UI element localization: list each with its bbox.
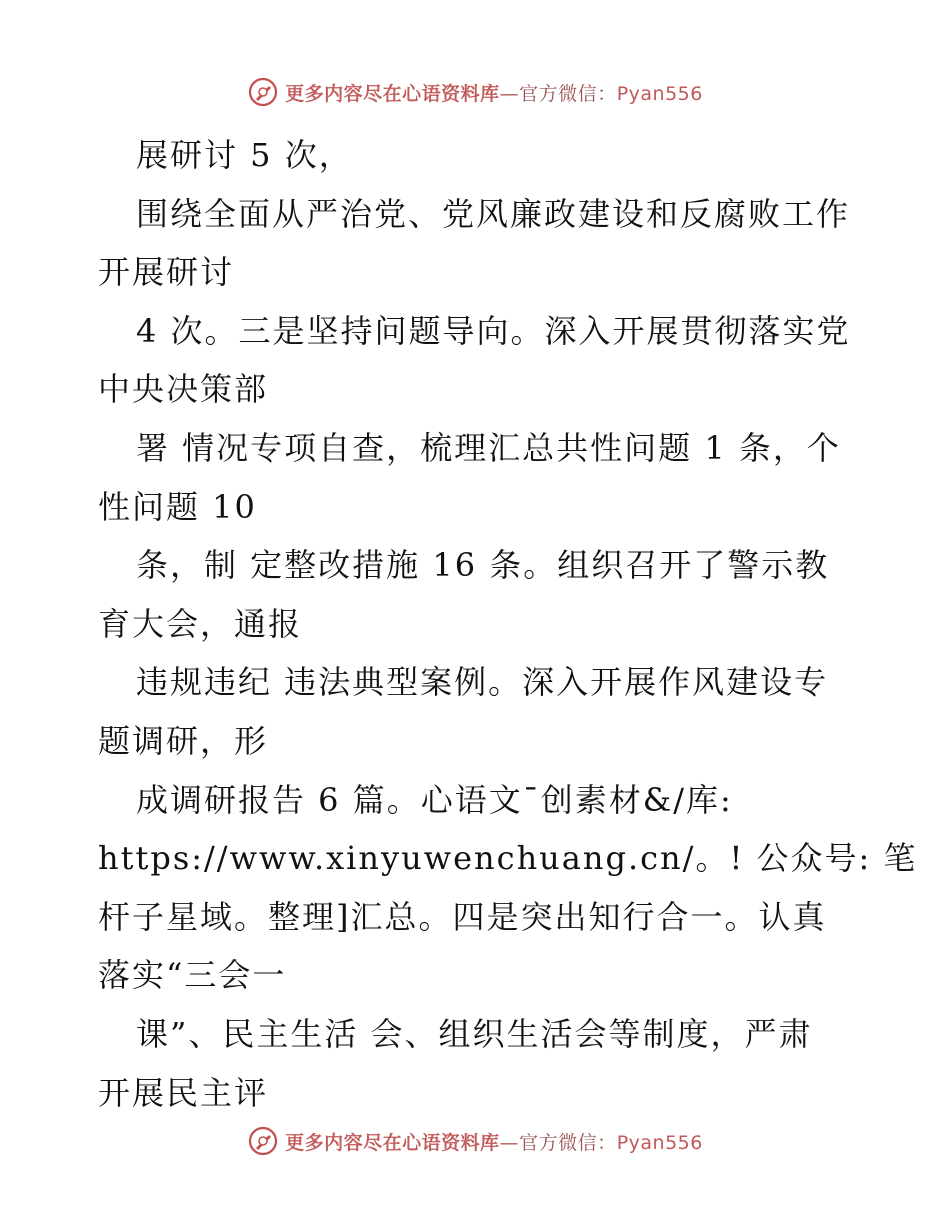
- body-text-line: https://www.xinyuwenchuang.cn/。! 公众号: 笔: [98, 839, 918, 878]
- body-text-line: 育大会，通报: [98, 604, 303, 643]
- document-body: [98, 126, 918, 1122]
- body-text-line: 课”、民主生活 会、组织生活会等制度，严肃: [136, 1014, 813, 1053]
- header-watermark-banner: [0, 72, 950, 112]
- body-text-line: 围绕全面从严治党、党风廉政建设和反腐败工作: [136, 194, 851, 233]
- body-text-line: 违规违纪 违法典型案例。深入开展作风建设专: [136, 663, 829, 702]
- banner-dash: —: [499, 82, 520, 105]
- body-text-line: 杆子星域。整理]汇总。四是突出知行合一。认真: [98, 897, 827, 936]
- body-text-line: 开展民主评: [98, 1073, 269, 1112]
- body-text-line: 署 情况专项自查，梳理汇总共性问题 1 条，个: [136, 428, 841, 467]
- banner-wechat-id: Pyan556: [616, 1131, 703, 1154]
- body-text-line: 性问题 10: [98, 487, 257, 526]
- pen-logo-icon: [247, 1125, 279, 1157]
- body-text-line: 成调研报告 6 篇。心语文¯创素材&/库:: [136, 780, 733, 819]
- body-text-line: 落实“三会一: [98, 956, 287, 995]
- body-text-line: 开展研讨: [98, 253, 235, 292]
- body-text-line: 题调研，形: [98, 721, 269, 760]
- banner-wechat-label: 官方微信: [519, 82, 598, 105]
- body-text-line: 中央决策部: [98, 370, 269, 409]
- body-text-line: 展研讨 5 次，: [136, 136, 353, 174]
- pen-logo-icon: [247, 76, 279, 108]
- banner-main-text: 更多内容尽在心语资料库: [285, 1131, 500, 1154]
- banner-colon: ：: [597, 82, 617, 105]
- banner-main-text: 更多内容尽在心语资料库: [285, 82, 500, 105]
- banner-wechat-label: 官方微信: [519, 1131, 598, 1154]
- body-text-line: 4 次。三是坚持问题导向。深入开展贯彻落实党: [136, 311, 851, 350]
- banner-wechat-id: Pyan556: [616, 82, 703, 105]
- banner-dash: —: [499, 1131, 520, 1154]
- banner-colon: ：: [597, 1131, 617, 1154]
- body-text-line: 条，制 定整改措施 16 条。组织召开了警示教: [136, 546, 830, 585]
- footer-watermark-banner: [0, 1121, 950, 1161]
